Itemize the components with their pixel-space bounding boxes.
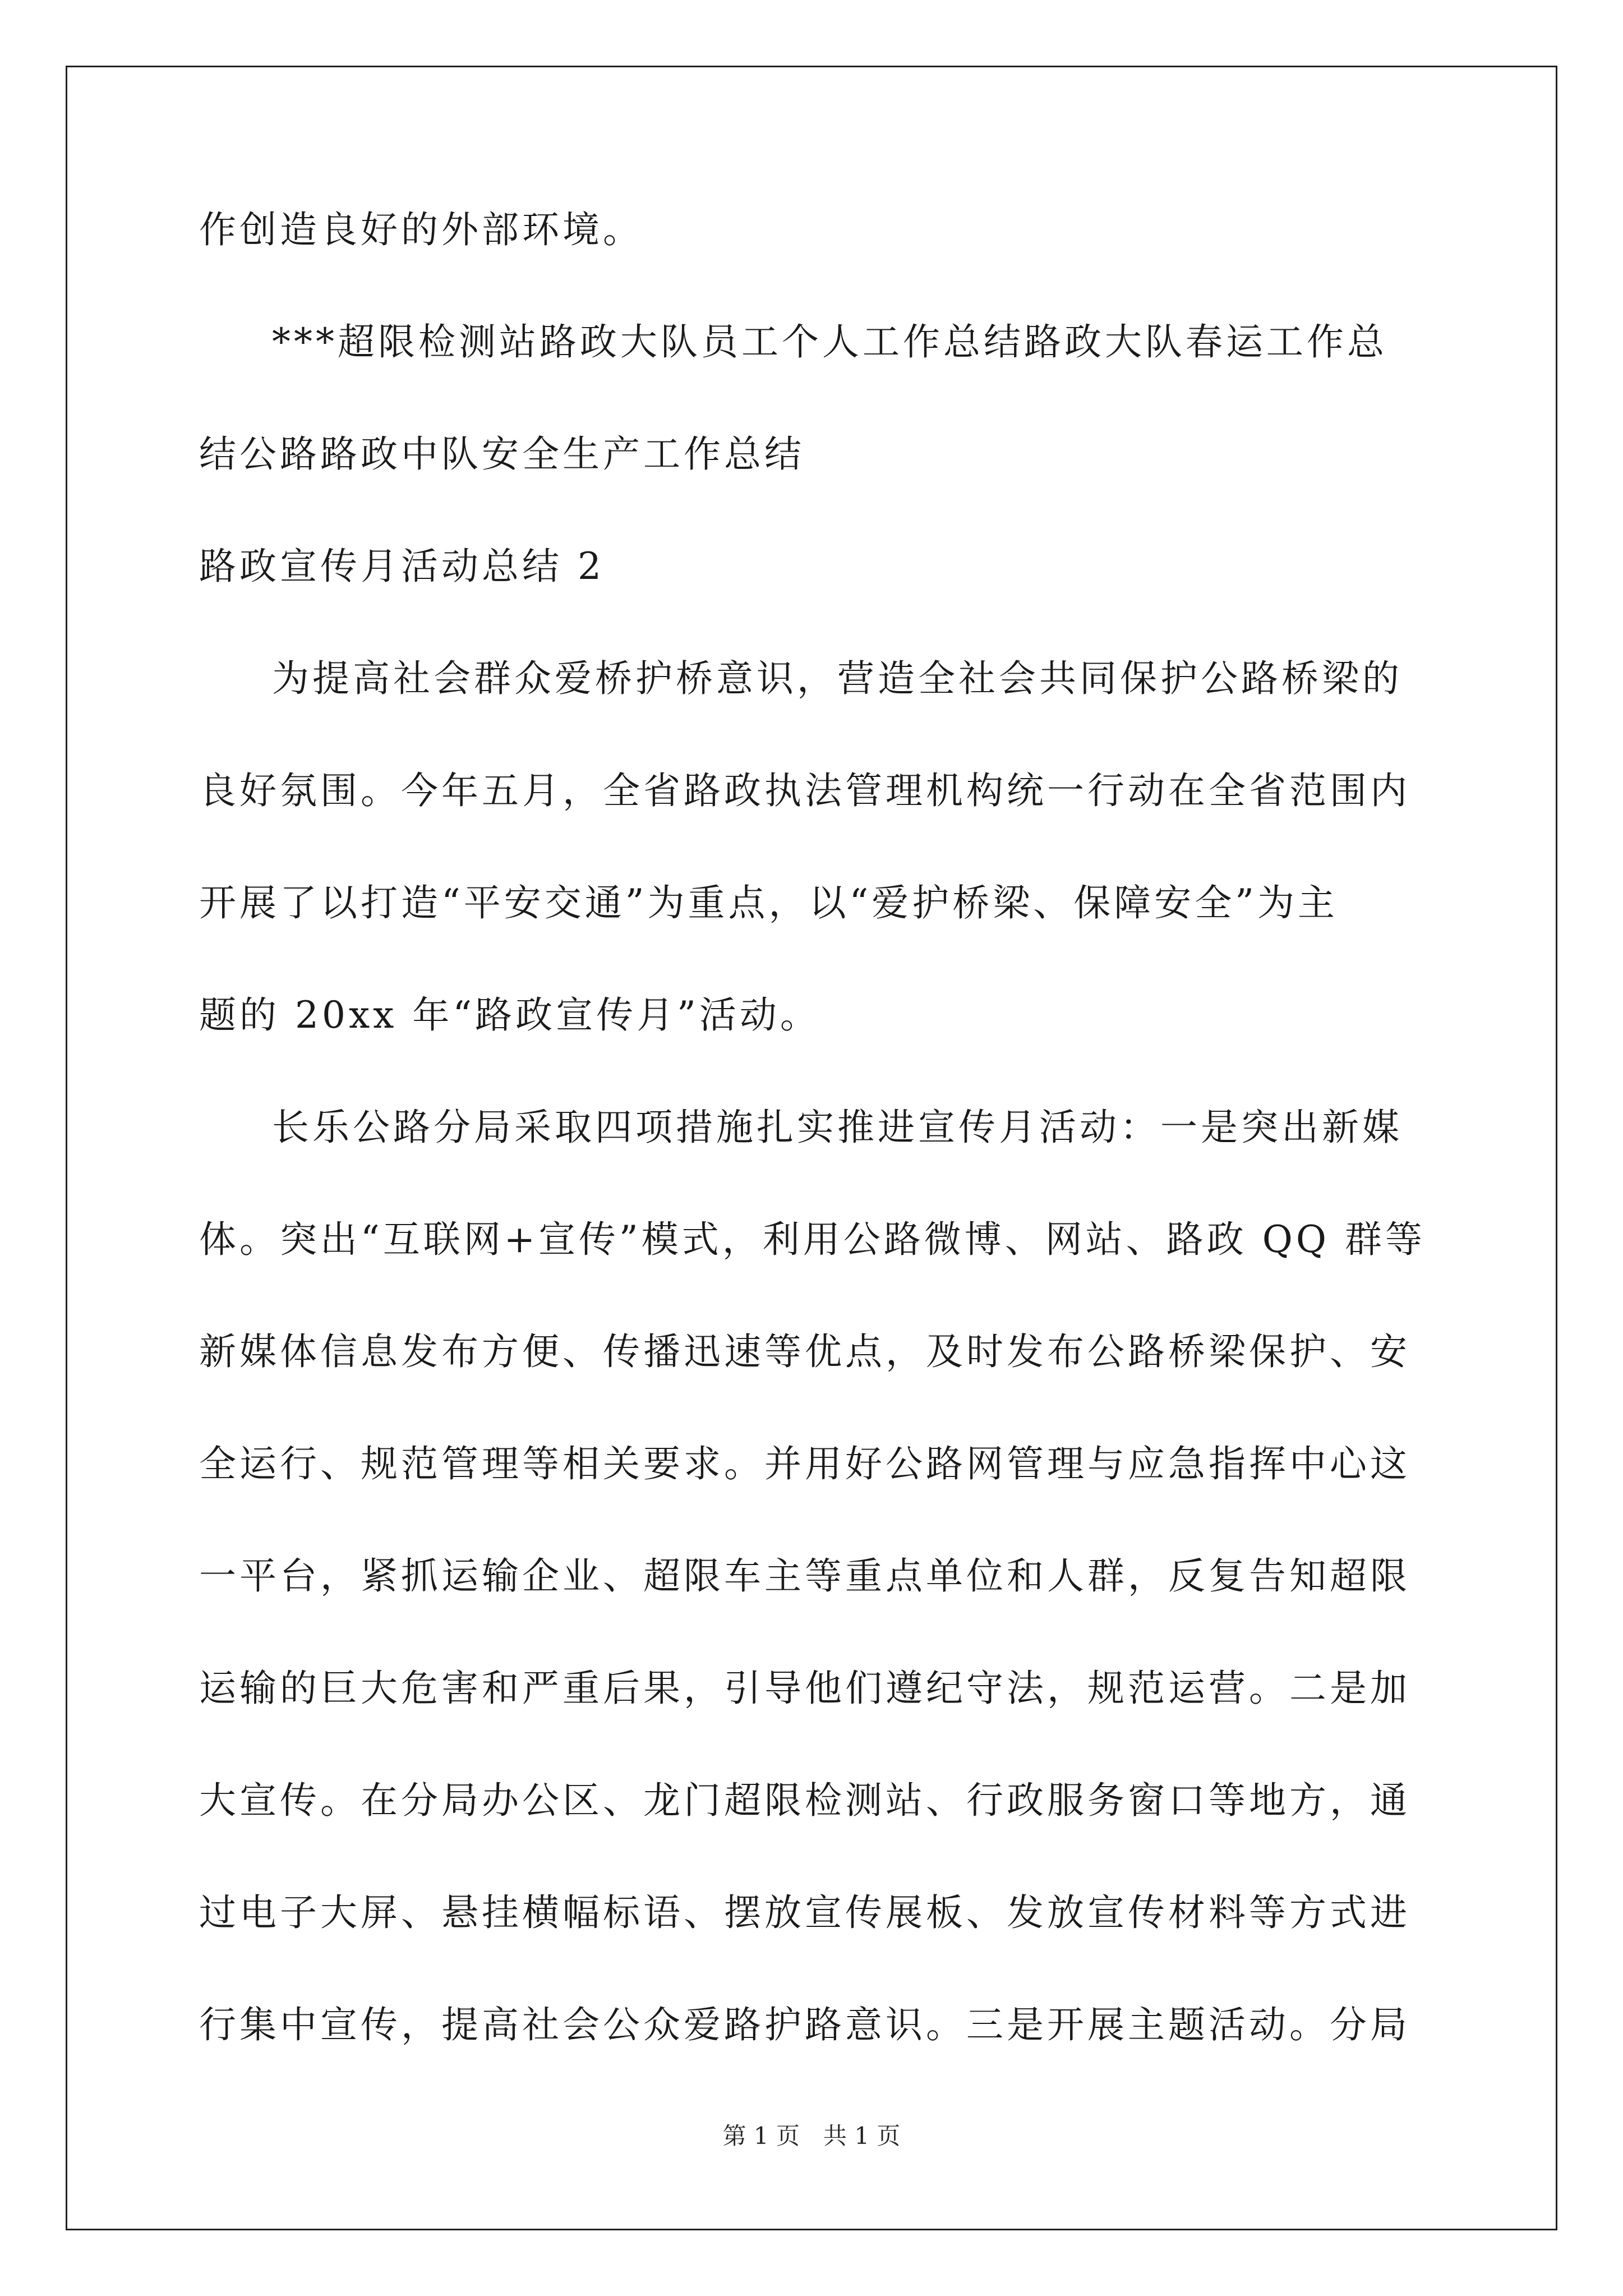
text-line: 大宣传。在分局办公区、龙门超限检测站、行政服务窗口等地方，通 <box>199 1779 1410 1822</box>
text-line: 题的 20xx 年“路政宣传月”活动。 <box>199 993 820 1037</box>
text-line: 开展了以打造“平安交通”为重点，以“爱护桥梁、保障安全”为主 <box>199 881 1338 924</box>
text-line: 行集中宣传，提高社会公众爱路护路意识。三是开展主题活动。分局 <box>199 2003 1410 2046</box>
text-line: 长乐公路分局采取四项措施扎实推进宣传月活动：一是突出新媒 <box>272 1106 1403 1149</box>
text-line: 结公路路政中队安全生产工作总结 <box>199 432 805 476</box>
text-line: 全运行、规范管理等相关要求。并用好公路网管理与应急指挥中心这 <box>199 1442 1410 1485</box>
text-line: 作创造良好的外部环境。 <box>199 208 643 251</box>
text-line: 运输的巨大危害和严重后果，引导他们遵纪守法，规范运营。二是加 <box>199 1667 1410 1710</box>
text-line: 为提高社会群众爱桥护桥意识，营造全社会共同保护公路桥梁的 <box>272 657 1403 700</box>
text-line: ***超限检测站路政大队员工个人工作总结路政大队春运工作总 <box>272 320 1387 364</box>
text-line: 体。突出“互联网+宣传”模式，利用公路微博、网站、路政 QQ 群等 <box>199 1218 1426 1261</box>
text-line: 过电子大屏、悬挂横幅标语、摆放宣传展板、发放宣传材料等方式进 <box>199 1891 1410 1934</box>
section-heading: 路政宣传月活动总结 2 <box>199 545 605 588</box>
text-line: 一平台，紧抓运输企业、超限车主等重点单位和人群，反复告知超限 <box>199 1554 1410 1598</box>
text-line: 新媒体信息发布方便、传播迅速等优点，及时发布公路桥梁保护、安 <box>199 1330 1410 1373</box>
page-footer: 第 1 页 共 1 页 <box>722 2122 901 2150</box>
text-line: 良好氛围。今年五月，全省路政执法管理机构统一行动在全省范围内 <box>199 769 1410 812</box>
